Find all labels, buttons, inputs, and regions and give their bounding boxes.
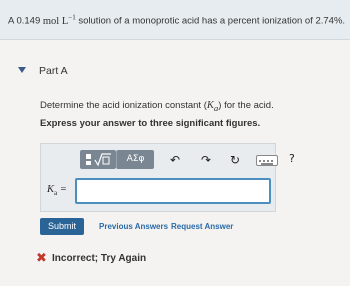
question-instruction: Express your answer to three significant figures.: [40, 118, 261, 129]
question-symbol: [206, 100, 219, 114]
problem-suffix: solution of a monoprotic acid has a percent ionization of 2.74%.: [78, 15, 346, 27]
problem-prefix: A 0.149: [8, 15, 41, 27]
question-symbol-sub: a: [213, 103, 219, 114]
keyboard-keys: [257, 158, 277, 167]
incorrect-icon: ✖: [36, 251, 47, 266]
part-label: Part A: [39, 65, 68, 77]
problem-text: [8, 13, 345, 27]
problem-unit-exp: −1: [68, 13, 76, 21]
question-after: ) for the acid.: [218, 100, 274, 111]
question-before: Determine the acid ionization constant (: [40, 100, 207, 111]
redo-icon[interactable]: ↷: [201, 153, 212, 167]
problem-statement: [0, 0, 350, 40]
templates-button[interactable]: [80, 150, 116, 169]
help-icon[interactable]: ?: [289, 152, 295, 165]
symbols-button[interactable]: ΑΣφ: [116, 150, 154, 169]
question-text: [40, 100, 274, 113]
answer-variable-sub: a: [54, 189, 58, 198]
answer-variable: K: [47, 184, 55, 195]
reset-icon[interactable]: ↻: [230, 153, 241, 167]
request-answer-link[interactable]: Request Answer: [171, 222, 234, 231]
previous-answers-link[interactable]: Previous Answers: [99, 222, 169, 231]
answer-equals: =: [59, 184, 67, 195]
problem-unit-base: mol L: [42, 15, 69, 27]
problem-unit: [42, 13, 76, 27]
caret-down-icon[interactable]: [18, 67, 26, 73]
keyboard-icon[interactable]: [256, 155, 278, 166]
answer-variable-label: [47, 184, 67, 197]
feedback-message: Incorrect; Try Again: [52, 253, 147, 264]
templates-icon: [80, 150, 116, 169]
question-symbol-main: K: [206, 100, 214, 111]
undo-icon[interactable]: ↶: [170, 153, 181, 167]
answer-input[interactable]: [75, 178, 271, 204]
submit-button[interactable]: Submit: [40, 218, 84, 235]
part-a-header[interactable]: [0, 60, 350, 82]
